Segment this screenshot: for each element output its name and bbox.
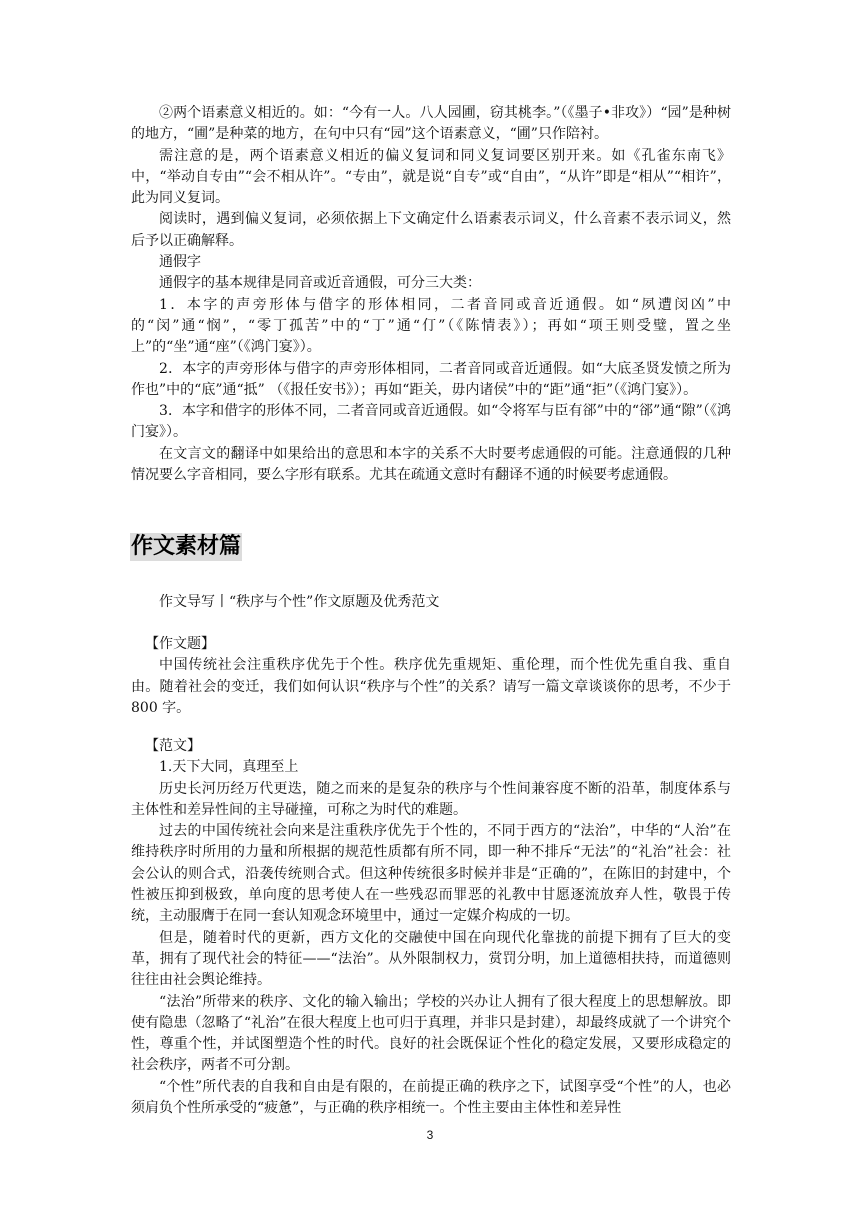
paragraph: 但是，随着时代的更新，西方文化的交融使中国在向现代化靠拢的前提下拥有了巨大的变革，拥有了现代社会的特征——“法治”。从外限制权力，赏罚分明，加上道德相扶持，而道德则往往由社会舆论维持。 <box>131 929 731 989</box>
guide-title-block <box>131 592 731 613</box>
paragraph: 需注意的是，两个语素意义相近的偏义复词和同义复词要区别开来。如《孔雀东南飞》中，“举动自专由”“会不相从许”。“专由”，就是说“自专”或“自由”，“从许”即是“相从”“相许”，此为同义复词。 <box>131 147 731 207</box>
prompt-heading: 【作文题】 <box>145 636 215 652</box>
essay-block <box>131 736 731 1119</box>
paragraph: 阅读时，遇到偏义复词，必须依据上下文确定什么语素表示词义，什么音素不表示词义，然后予以正确解释。 <box>131 211 731 249</box>
essay-heading: 【范文】 <box>145 738 201 754</box>
paragraph: 1．本字的声旁形体与借字的形体相同，二者音同或音近通假。如“夙遭闵凶”中的“闵”通“悯”，“零丁孤苦”中的“丁”通“仃”（《陈情表》）；再如“项王则受璧，置之坐上”的“坐”通“座”（《鸿门宴》）。 <box>131 296 731 356</box>
tongjia-section <box>131 103 731 486</box>
guide-title: 作文导写丨“秩序与个性”作文原题及优秀范文 <box>159 594 440 610</box>
prompt-text: 中国传统社会注重秩序优先于个性。秩序优先重规矩、重伦理，而个性优先重自我、重自由。随着社会的变迁，我们如何认识“秩序与个性”的关系？请写一篇文章谈谈你的思考，不少于 800 字。 <box>131 657 731 716</box>
subheading: 通假字 <box>159 254 201 271</box>
paragraph: 过去的中国传统社会向来是注重秩序优先于个性的，不同于西方的“法治”，中华的“人治”在维持秩序时所用的力量和所根据的规范性质都有所不同，即一种不排斥“无法”的“礼治”社会：社会公认的则合式，沿袭传统则合式。但这种传统很多时候并非是“正确的”，在陈旧的封建中，个性被压抑到极致，单向度的思考使人在一些残忍而罪恶的礼教中甘愿逐流放弃人性，敬畏于传统，主动服膺于在同一套认知观念环境里中，通过一定媒介构成的一切。 <box>131 823 731 925</box>
paragraph: 通假字的基本规律是同音或近音通假，可分三大类： <box>159 275 481 292</box>
paragraph: 3．本字和借字的形体不同，二者音同或音近通假。如“令将军与臣有郤”中的“郤”通“隙”（《鸿门宴》）。 <box>131 403 731 441</box>
prompt-block <box>131 634 731 719</box>
paragraph: 历史长河历经万代更迭，随之而来的是复杂的秩序与个性间兼容度不断的沿革，制度体系与主体性和差异性间的主导碰撞，可称之为时代的难题。 <box>131 780 731 818</box>
section-title: 作文素材篇 <box>131 534 242 559</box>
page-number: 3 <box>426 1128 434 1142</box>
paragraph: “法治”所带来的秩序、文化的输入输出；学校的兴办让人拥有了很大程度上的思想解放。即使有隐患（忽略了“礼治”在很大程度上也可归于真理，并非只是封建），却最终成就了一个讲究个性，尊重个性，并试图塑造个性的时代。良好的社会既保证个性化的稳定发展，又要形成稳定的社会秩序，两者不可分割。 <box>131 993 731 1074</box>
paragraph: “个性”所代表的自我和自由是有限的，在前提正确的秩序之下，试图享受“个性”的人，也必须肩负个性所承受的“疲惫”，与正确的秩序相统一。个性主要由主体性和差异性 <box>131 1078 731 1117</box>
paragraph: ②两个语素意义相近的。如：“今有一人。八人园圃，窃其桃李。”（《墨子•非攻》）“园”是种树的地方，“圃”是种菜的地方，在句中只有“园”这个语素意义，“圃”只作陪衬。 <box>131 105 731 143</box>
paragraph: 2．本字的声旁形体与借字的声旁形体相同，二者音同或音近通假。如“大底圣贤发愤之所为作也”中的“底”通“抵” （《报任安书》）；再如“距关，毋内诸侯”中的“距”通“拒”（《鸿门宴》）。 <box>131 360 731 398</box>
paragraph: 在文言文的翻译中如果给出的意思和本字的关系不大时要考虑通假的可能。注意通假的几种情况要么字音相同，要么字形有联系。尤其在疏通文意时有翻译不通的时候要考虑通假。 <box>131 445 731 484</box>
essay-subtitle: 1.天下大同，真理至上 <box>159 759 299 776</box>
